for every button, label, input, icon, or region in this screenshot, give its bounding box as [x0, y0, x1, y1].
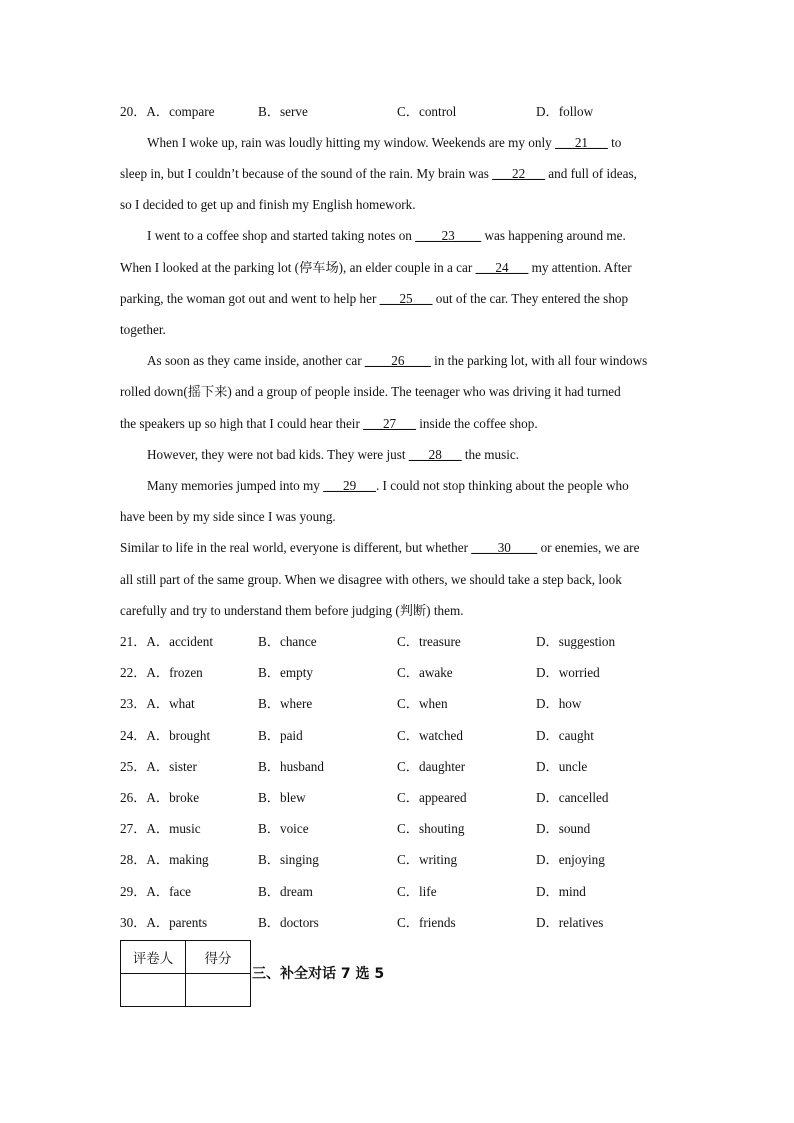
passage-text: the speakers up so high that I could hear their [120, 416, 364, 431]
option-c: C．life [397, 884, 437, 899]
option-row [120, 882, 680, 902]
option-d: D．follow [536, 104, 594, 119]
score-cell [186, 974, 251, 1007]
passage-text: all still part of the same group. When we disagree with others, we should take a step back, look [120, 572, 622, 587]
option-c: C．writing [397, 852, 458, 867]
answer-blank: ___25___ [379, 291, 433, 306]
passage-text: so I decided to get up and finish my English homework. [120, 197, 416, 212]
passage-text: the music. [461, 447, 520, 462]
option-a: 28．A．making [120, 852, 209, 867]
grader-cell [121, 974, 186, 1007]
option-row [120, 850, 680, 870]
option-c: C．friends [397, 915, 456, 930]
option-b: B．empty [258, 665, 313, 680]
option-b: B．blew [258, 790, 306, 805]
option-row [120, 663, 680, 683]
answer-blank: ___24___ [475, 260, 529, 275]
passage-text: However, they were not bad kids. They were just [147, 447, 409, 462]
passage-text: I went to a coffee shop and started taking notes on [147, 228, 416, 243]
option-d: D．suggestion [536, 634, 616, 649]
passage-text: . I could not stop thinking about the people who [375, 478, 629, 493]
passage-line [120, 351, 707, 371]
option-row [120, 726, 680, 746]
passage-text: parking, the woman got out and went to help her [120, 291, 380, 306]
option-c: C．treasure [397, 634, 461, 649]
section-title: 三、补全对话 7 选 5 [252, 966, 385, 982]
passage-text: When I woke up, rain was loudly hitting my window. Weekends are my only [147, 135, 556, 150]
option-a: 26．A．broke [120, 790, 200, 805]
option-d: D．worried [536, 665, 600, 680]
option-a: 22．A．frozen [120, 665, 203, 680]
option-a: 27．A．music [120, 821, 201, 836]
option-b: B．singing [258, 852, 319, 867]
score-table [120, 940, 251, 1007]
passage-text: my attention. After [528, 260, 632, 275]
answer-blank: ___21___ [555, 135, 608, 150]
option-b: B．where [258, 696, 313, 711]
option-d: D．uncle [536, 759, 588, 774]
passage-text: have been by my side since I was young. [120, 509, 336, 524]
passage-line [120, 414, 680, 434]
passage-text: carefully and try to understand them before judging (判断) them. [120, 603, 464, 618]
answer-blank: ____26____ [364, 353, 431, 368]
passage-text: inside the coffee shop. [415, 416, 538, 431]
option-a: 21．A．accident [120, 634, 214, 649]
option-row [120, 757, 680, 777]
passage-text: Similar to life in the real world, everyone is different, but whether [120, 540, 472, 555]
passage-text: out of the car. They entered the shop [432, 291, 629, 306]
option-b: B．dream [258, 884, 313, 899]
passage-line [120, 164, 680, 184]
passage-line [120, 445, 707, 465]
option-b: B．paid [258, 728, 303, 743]
option-b: B．voice [258, 821, 309, 836]
answer-blank: ____30____ [471, 540, 538, 555]
grader-header: 评卷人 [121, 941, 186, 974]
option-d: D．sound [536, 821, 591, 836]
answer-blank: ___28___ [408, 447, 462, 462]
option-c: C．shouting [397, 821, 465, 836]
option-d: D．enjoying [536, 852, 605, 867]
passage-line [120, 538, 680, 558]
option-row [120, 913, 680, 933]
option-row-20 [120, 102, 680, 122]
passage-text: and full of ideas, [544, 166, 637, 181]
passage-text: As soon as they came inside, another car [147, 353, 365, 368]
answer-blank: ___22___ [492, 166, 545, 181]
option-d: D．cancelled [536, 790, 609, 805]
passage-line [120, 507, 680, 527]
answer-blank: ___29___ [323, 478, 376, 493]
option-a: 20．A．compare [120, 104, 215, 119]
passage-line [120, 320, 680, 340]
option-a: 23．A．what [120, 696, 195, 711]
option-c: C．watched [397, 728, 463, 743]
option-c: C．appeared [397, 790, 467, 805]
option-d: D．caught [536, 728, 594, 743]
option-row [120, 788, 680, 808]
answer-blank: ____23____ [415, 228, 482, 243]
passage-text: When I looked at the parking lot (停车场), an elder couple in a car [120, 260, 476, 275]
passage-line [120, 601, 680, 621]
option-row [120, 632, 680, 652]
passage-text: sleep in, but I couldn’t because of the sound of the rain. My brain was [120, 166, 493, 181]
option-c: C．control [397, 104, 457, 119]
option-d: D．how [536, 696, 582, 711]
option-a: 25．A．sister [120, 759, 197, 774]
option-c: C．daughter [397, 759, 466, 774]
option-b: B．doctors [258, 915, 319, 930]
score-header: 得分 [186, 941, 251, 974]
passage-text: to [607, 135, 622, 150]
option-c: C．awake [397, 665, 453, 680]
option-d: D．mind [536, 884, 586, 899]
option-d: D．relatives [536, 915, 604, 930]
passage-text: rolled down(摇下来) and a group of people inside. The teenager who was driving it had turned [120, 384, 621, 399]
passage-text: in the parking lot, with all four windows [430, 353, 648, 368]
passage-line [120, 476, 707, 496]
option-c: C．when [397, 696, 448, 711]
passage-text: Many memories jumped into my [147, 478, 324, 493]
passage-line [120, 195, 680, 215]
passage-line [120, 258, 680, 278]
option-a: 29．A．face [120, 884, 192, 899]
option-b: B．husband [258, 759, 324, 774]
passage-line [120, 570, 680, 590]
passage-line [120, 133, 707, 153]
passage-text: or enemies, we are [537, 540, 640, 555]
passage-line [120, 382, 680, 402]
option-a: 24．A．brought [120, 728, 211, 743]
option-row [120, 694, 680, 714]
answer-blank: ___27___ [363, 416, 416, 431]
passage-line [120, 226, 707, 246]
option-b: B．chance [258, 634, 317, 649]
option-row [120, 819, 680, 839]
option-b: B．serve [258, 104, 308, 119]
passage-line [120, 289, 680, 309]
passage-text: was happening around me. [481, 228, 626, 243]
option-a: 30．A．parents [120, 915, 208, 930]
passage-text: together. [120, 322, 166, 337]
